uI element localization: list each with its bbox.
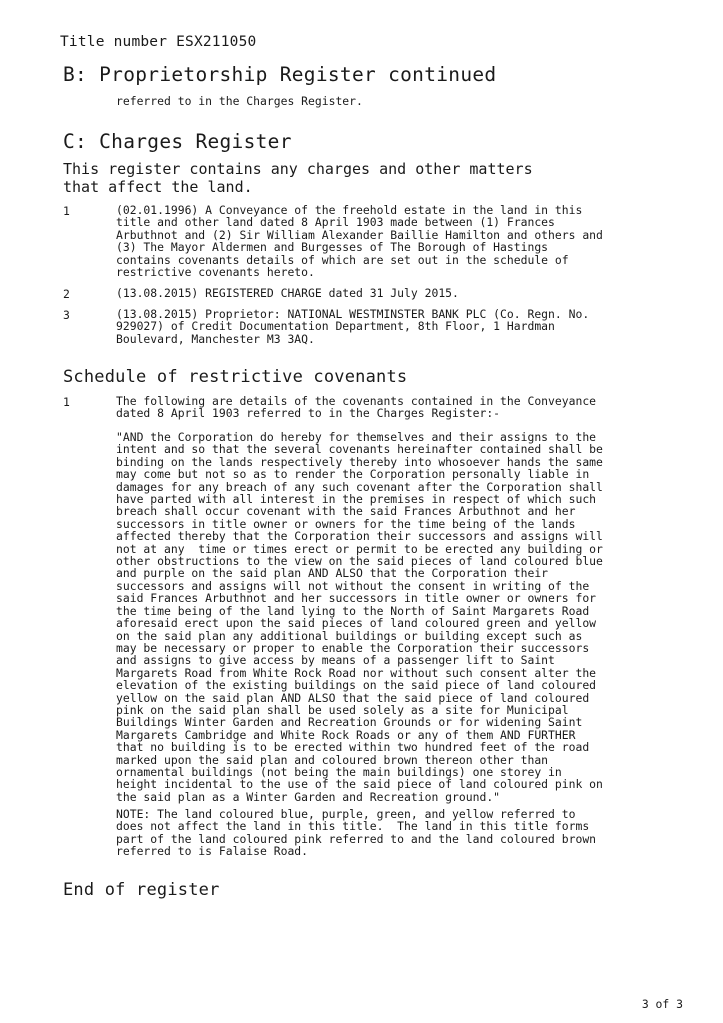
- charge-entry-number: 1: [63, 204, 70, 218]
- schedule-entry-intro: The following are details of the covenants contained in the Conveyance dated 8 April 1903 referred to in the Charges Register:-: [116, 394, 597, 421]
- section-b-heading: B: Proprietorship Register continued: [63, 63, 497, 86]
- charge-entry-number: 2: [63, 287, 70, 301]
- section-c-intro: This register contains any charges and other matters that affect the land.: [63, 160, 533, 196]
- end-of-register: End of register: [63, 880, 220, 900]
- schedule-heading: Schedule of restrictive covenants: [63, 367, 408, 387]
- page-number: 3 of 3: [641, 997, 683, 1011]
- title-number: Title number ESX211050: [60, 34, 257, 50]
- section-c-heading: C: Charges Register: [63, 130, 292, 153]
- section-b-continued-text: referred to in the Charges Register.: [116, 94, 363, 108]
- covenant-note: NOTE: The land coloured blue, purple, green, and yellow referred to does not affect the land in this title. The land in this title forms part of the land coloured pink referred to and the land coloured brown referred to is Falaise Road.: [116, 807, 597, 859]
- covenant-text: "AND the Corporation do hereby for themselves and their assigns to the intent and so that the several covenants hereinafter contained shall be binding on the lands respectively thereby into whosoever hands the same may come but not so as to render the Corporation personally liable in damages for any breach of any such covenant after the Corporation shall have parted with all interest in the premises in respect of which such breach shall occur covenant with the said Frances Arbuthnot and her successors in title owner or owners for the time being of the lands affected thereby that the Corporation their successors and assigns will not at any time or times erect or permit to be erected any building or other obstructions to the view on the said pieces of land coloured blue and purple on the said plan AND ALSO that the Corporation their successors and assigns will not without the consent in writing of the said Frances Arbuthnot and her successors in title owner or owners for the time being of the land lying to the North of Saint Margarets Road aforesaid erect upon the said pieces of land coloured green and yellow on the said plan any additional buildings or building except such as may be necessary or proper to enable the Corporation their successors and assigns to give access by means of a passenger lift to Saint Margarets Road from White Rock Road nor without such consent alter the elevation of the existing buildings on the said piece of land coloured yellow on the said plan AND ALSO that the said piece of land coloured pink on the said plan shall be used solely as a site for Municipal Buildings Winter Garden and Recreation Grounds or for widening Saint Margarets Cambridge and White Rock Roads or any of them AND FURTHER that no building is to be erected within two hundred feet of the road marked upon the said plan and coloured brown thereon other than ornamental buildings (not being the main buildings) one storey in height incidental to the use of the said piece of land coloured pink on the said plan as a Winter Garden and Recreation ground.": [116, 430, 603, 804]
- charge-entry-number: 3: [63, 308, 70, 322]
- charge-entry-text: (02.01.1996) A Conveyance of the freehold estate in the land in this title and other land dated 8 April 1903 made between (1) Frances Arbuthnot and (2) Sir William Alexander Baillie Hamilton and others and (3) The Mayor Aldermen and Burgesses of The Borough of Hastings contains covenants details of which are set out in the schedule of restrictive covenants hereto.: [116, 203, 603, 280]
- charge-entry-text: (13.08.2015) REGISTERED CHARGE dated 31 July 2015.: [116, 286, 459, 300]
- schedule-entry-number: 1: [63, 395, 70, 409]
- charge-entry-text: (13.08.2015) Proprietor: NATIONAL WESTMINSTER BANK PLC (Co. Regn. No. 929027) of Credit Documentation Department, 8th Floor, 1 Hardman Boulevard, Manchester M3 3AQ.: [116, 307, 590, 346]
